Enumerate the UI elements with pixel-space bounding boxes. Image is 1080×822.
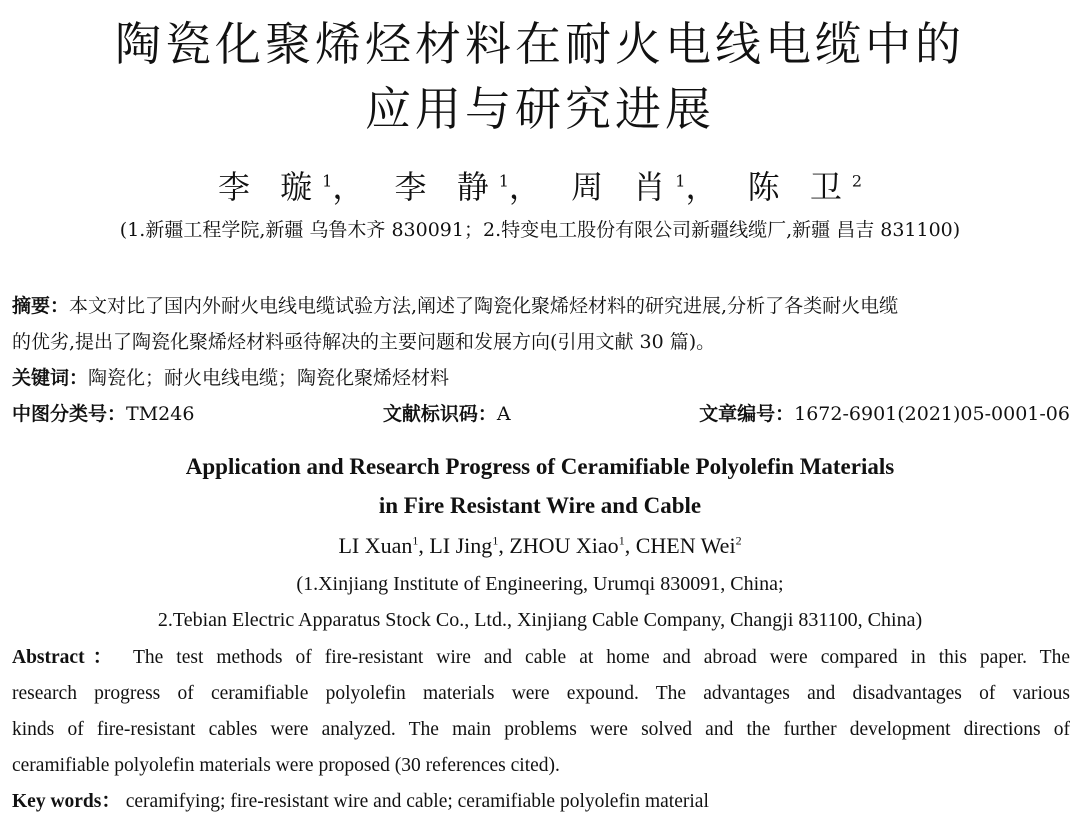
keywords-en: ceramifying; fire-resistant wire and cable; ceramifiable polyolefin material [125,791,709,812]
clc-label: 中图分类号： [12,403,127,425]
article-meta [12,396,1070,432]
authors-en: LI Xuan$^1$, LI Jing$^1$, ZHOU Xiao$^1$, CHEN Wei$^2$ [338,533,742,558]
author-sup: 1 [492,533,499,548]
affiliation-en-line2: 2.Tebian Electric Apparatus Stock Co., Ltd., Xinjiang Cable Company, Changji 831100, China) [157,609,923,631]
keywords-cn: 陶瓷化；耐火电线电缆；陶瓷化聚烯烃材料 [88,367,450,389]
keywords-en-label: Key words： [12,791,121,812]
author-sup: 1 [498,171,509,191]
authors-cn [0,162,1080,208]
author: 李 静 [394,168,499,206]
author-sup: 1 [412,533,419,548]
sep: ， [332,168,375,206]
title-cn-line2: 应用与研究进展 [365,82,715,136]
keywords-cn-label: 关键词： [12,367,89,389]
author-sup: 2 [851,171,863,191]
abstract-cn-line: 本文对比了国内外耐火电线电缆试验方法,阐述了陶瓷化聚烯烃材料的研究进展,分析了各类耐火电缆 [69,295,899,317]
author-sup: 1 [675,171,686,191]
author-sup: 1 [618,533,625,548]
sep: ， [685,168,728,206]
abstract-cn [12,288,1070,432]
affiliation-en-line1: (1.Xinjiang Institute of Engineering, Urumqi 830091, China; [296,573,784,595]
article-no-value: 1672-6901(2021)05-0001-06 [794,403,1070,425]
affiliation-cn: (1.新疆工程学院,新疆 乌鲁木齐 830091；2.特变电工股份有限公司新疆线缆厂,新疆 昌吉 831100) [119,219,961,241]
abstract-cn-label: 摘要： [12,295,70,317]
author: LI Xuan [338,533,413,558]
author-sup: 1 [322,171,333,191]
abstract-en-line: ceramifiable polyolefin materials were proposed (30 references cited). [12,755,560,776]
author: LI Jing [429,533,493,558]
title-cn-line1: 陶瓷化聚烯烃材料在耐火电线电缆中的 [115,17,965,71]
author: 陈 卫 [747,168,852,206]
author: ZHOU Xiao [509,533,619,558]
sep: ， [508,168,551,206]
abstract-en [12,640,1070,820]
article-no-label: 文章编号： [699,403,795,425]
abstract-en-label: Abstract： [12,647,121,668]
abstract-en-line: research progress of ceramifiable polyolefin materials were expound. The advantages and disadvantages of various [12,683,1070,704]
abstract-en-line: The test methods of fire-resistant wire and cable at home and abroad were compared in this paper. The [132,647,1070,668]
abstract-en-line: kinds of fire-resistant cables were analyzed. The main problems were solved and the further development directions of [12,719,1070,740]
title-en-line2: in Fire Resistant Wire and Cable [378,493,702,518]
author: 周 肖 [571,168,676,206]
doc-code-value: A [496,403,511,425]
doc-code-label: 文献标识码： [382,403,497,425]
title-en-line1: Application and Research Progress of Ceramifiable Polyolefin Materials [185,454,895,479]
abstract-cn-line: 的优劣,提出了陶瓷化聚烯烃材料亟待解决的主要问题和发展方向(引用文献 30 篇)。 [12,331,716,353]
author-sup: 2 [735,533,742,548]
author: 李 璇 [217,168,323,206]
clc-value: TM246 [126,403,195,425]
author: CHEN Wei [635,533,736,558]
